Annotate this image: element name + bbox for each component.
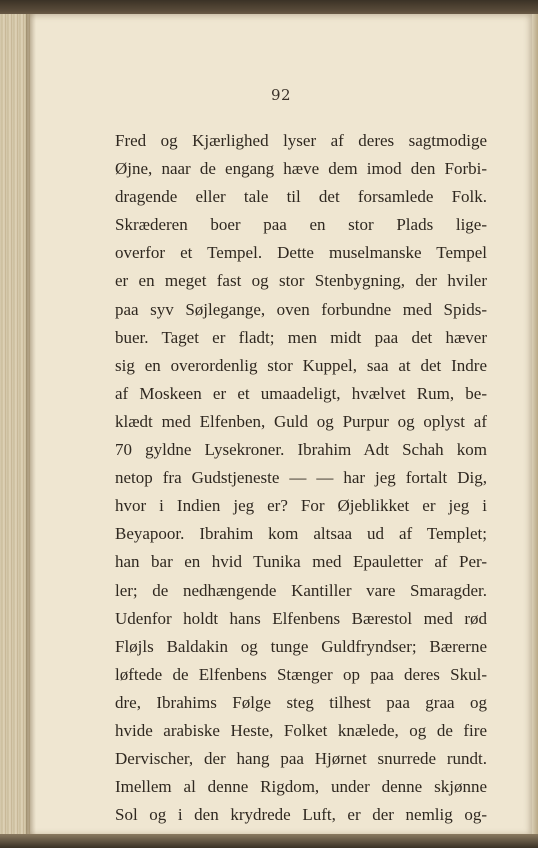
text-line: hvide arabiske Heste, Folket knælede, og de fire	[115, 720, 487, 740]
text-line: buer. Taget er fladt; men midt paa det hæver	[115, 327, 487, 347]
page-number: 92	[270, 86, 292, 104]
text-line: af Moskeen er et umaadeligt, hvælvet Rum, be-	[115, 383, 487, 403]
text-line: Sol og i den krydrede Luft, er der nemlig og-	[115, 805, 487, 825]
book-page	[30, 14, 532, 834]
text-line: Fred og Kjærlighed lyser af deres sagtmodige	[115, 131, 487, 150]
text-line: Imellem al denne Rigdom, under denne skjønne	[115, 777, 487, 797]
text-line: hvor i Indien jeg er? For Øjeblikket er jeg i	[115, 496, 487, 516]
text-line: Beyapoor. Ibrahim kom altsaa ud af Templet;	[115, 524, 487, 544]
text-line: klædt med Elfenben, Guld og Purpur og oplyst af	[115, 411, 487, 431]
text-line: sig en overordenlig stor Kuppel, saa at det Indre	[115, 355, 487, 375]
text-line: 70 gyldne Lysekroner. Ibrahim Adt Schah kom	[115, 440, 487, 460]
text-line: Fløjls Baldakin og tunge Guldfryndser; Bærerne	[115, 636, 487, 656]
text-line: dragende eller tale til det forsamlede Folk.	[115, 187, 487, 207]
text-line: er en meget fast og stor Stenbygning, der hviler	[115, 271, 487, 291]
bottom-binding-edge	[0, 834, 538, 848]
right-page-edge	[532, 14, 538, 834]
text-line: paa syv Søjlegange, oven forbundne med Spids-	[115, 299, 487, 319]
body-text	[115, 127, 487, 848]
text-line: netop fra Gudstjeneste — — har jeg fortalt Dig,	[115, 468, 487, 488]
text-line: Dervischer, der hang paa Hjørnet snurrede rundt.	[115, 749, 487, 769]
text-line: dre, Ibrahims Følge steg tilhest paa graa og	[115, 692, 487, 712]
text-line: Øjne, naar de engang hæve dem imod den Forbi-	[115, 159, 487, 179]
gutter-shadow	[26, 14, 36, 834]
text-line: Skræderen boer paa en stor Plads lige-	[115, 215, 487, 235]
text-line: overfor et Tempel. Dette muselmanske Tempel	[115, 243, 487, 263]
text-line: Udenfor holdt hans Elfenbens Bærestol med rød	[115, 608, 487, 628]
text-line: ler; de nedhængende Kantiller vare Smaragder.	[115, 580, 487, 600]
text-line: han bar en hvid Tunika med Epauletter af Per-	[115, 552, 487, 572]
text-line: løftede de Elfenbens Stænger op paa deres Skul-	[115, 664, 487, 684]
